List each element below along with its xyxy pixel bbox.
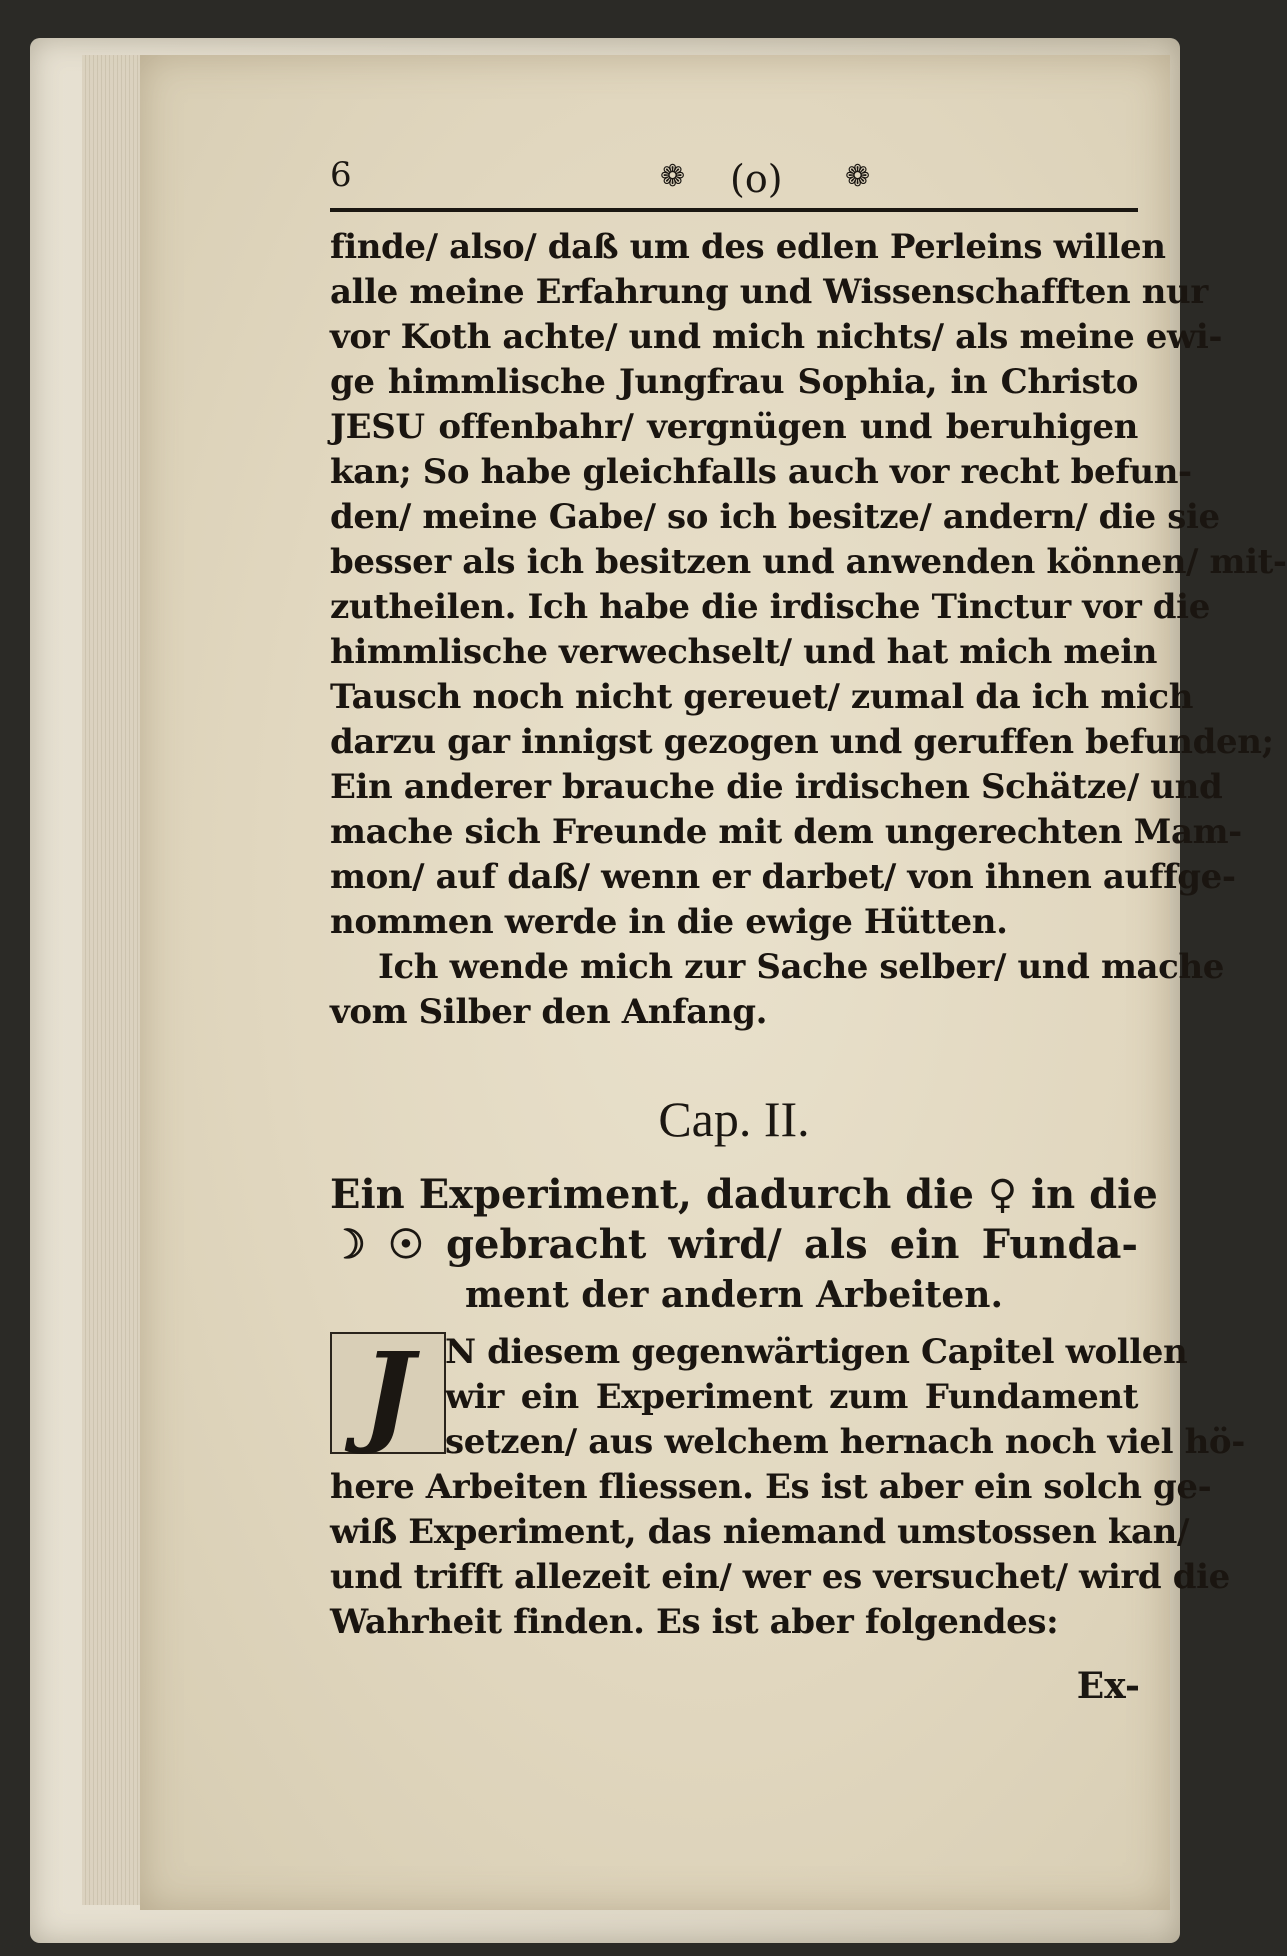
header-mark: (o) (730, 157, 783, 201)
text-line: N diesem gegenwärtigen Capitel wollen (445, 1332, 1188, 1372)
text-line: zutheilen. Ich habe die irdische Tinctur vor die (330, 587, 1210, 627)
catchword: Ex- (1076, 1665, 1140, 1707)
text-line: setzen/ aus welchem hernach noch viel hö- (445, 1422, 1245, 1462)
chapter-title-line: ment der andern Arbeiten. (464, 1274, 1004, 1316)
flower-ornament-icon: ❁ (660, 159, 686, 194)
page-edges (82, 55, 142, 1905)
text-line: wiß Experiment, das niemand umstossen kan/ (330, 1512, 1189, 1552)
chapter-title-line: Ein Experiment, dadurch die ♀ in die (330, 1171, 1158, 1218)
text-line: JESU offenbahr/ vergnügen und beruhigen (330, 407, 1138, 447)
chapter-title-line: ☽ ☉ gebracht wird/ als ein Funda- (330, 1221, 1138, 1268)
decorated-initial: J (330, 1332, 446, 1454)
text-line: alle meine Erfahrung und Wissenschafften nur (330, 272, 1208, 312)
chapter-heading: Cap. II. (658, 1091, 810, 1147)
text-line: himmlische verwechselt/ und hat mich mein (330, 632, 1158, 672)
page-header (330, 155, 1138, 215)
text-line: mache sich Freunde mit dem ungerechten Mam- (330, 812, 1242, 852)
text-line: Wahrheit finden. Es ist aber folgendes: (330, 1602, 1059, 1642)
text-line: Tausch noch nicht gereuet/ zumal da ich mich (330, 677, 1194, 717)
text-line: here Arbeiten fliessen. Es ist aber ein solch ge- (330, 1467, 1212, 1507)
flower-ornament-icon: ❁ (845, 159, 871, 194)
text-line: mon/ auf daß/ wenn er darbet/ von ihnen auffge- (330, 857, 1236, 897)
text-line: darzu gar innigst gezogen und geruffen befunden; (330, 722, 1274, 762)
paragraph-3 (330, 1330, 1245, 1645)
text-line: wir ein Experiment zum Fundament (445, 1377, 1138, 1417)
text-line: und trifft allezeit ein/ wer es versuchet/ wird die (330, 1557, 1230, 1597)
text-line: den/ meine Gabe/ so ich besitze/ andern/ die sie (330, 497, 1220, 537)
paragraph-1 (330, 225, 1287, 1035)
chapter-title (330, 1170, 1158, 1320)
text-line: finde/ also/ daß um des edlen Perleins willen (330, 227, 1166, 267)
text-line: kan; So habe gleichfalls auch vor recht befun- (330, 452, 1192, 492)
header-rule (330, 208, 1138, 212)
text-line: Ich wende mich zur Sache selber/ und mache (378, 947, 1225, 987)
initial-indented-lines (330, 1330, 1245, 1465)
text-line: nommen werde in die ewige Hütten. (330, 902, 1008, 942)
text-line: besser als ich besitzen und anwenden können/ mit- (330, 542, 1287, 582)
text-line: Ein anderer brauche die irdischen Schätze/ und (330, 767, 1223, 807)
text-line: ge himmlische Jungfrau Sophia, in Christo (330, 362, 1138, 402)
page-number: 6 (330, 155, 352, 195)
text-line: vor Koth achte/ und mich nichts/ als meine ewi- (330, 317, 1223, 357)
text-line: vom Silber den Anfang. (330, 992, 768, 1032)
